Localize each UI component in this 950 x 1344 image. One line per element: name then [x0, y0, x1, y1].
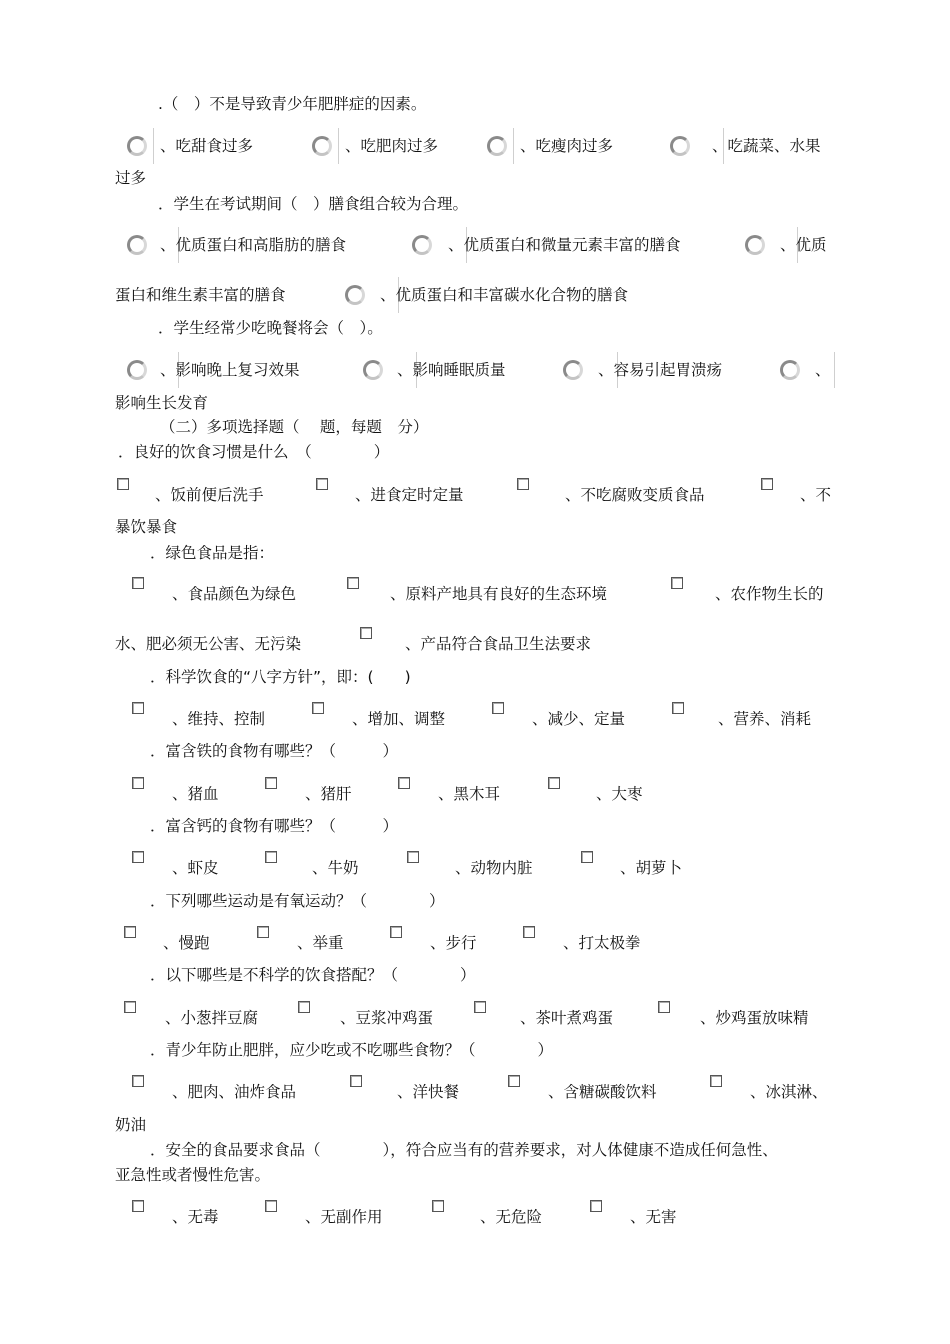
checkbox[interactable] [124, 1001, 136, 1013]
radio-button[interactable] [487, 136, 507, 156]
checkbox[interactable] [265, 851, 277, 863]
option-label: 、牛奶 [312, 859, 359, 877]
checkbox[interactable] [117, 478, 129, 490]
checkbox[interactable] [350, 1075, 362, 1087]
option-continuation: 蛋白和维生素丰富的膳食 [115, 286, 286, 304]
radio-button[interactable] [745, 235, 765, 255]
checkbox[interactable] [508, 1075, 520, 1087]
option-label: 、小葱拌豆腐 [165, 1009, 259, 1027]
checkbox[interactable] [124, 926, 136, 938]
option-label: 、影响晚上复习效果 [160, 361, 300, 379]
option-continuation: 暴饮暴食 [115, 518, 178, 536]
checkbox[interactable] [407, 851, 419, 863]
divider [338, 128, 339, 164]
checkbox[interactable] [398, 777, 410, 789]
question-stem: ．学生在考试期间（ ）膳食组合较为合理。 [158, 195, 469, 213]
option-label: 、无害 [630, 1208, 677, 1226]
checkbox[interactable] [672, 702, 684, 714]
section-heading: （二）多项选择题（ 题，每题 分） [160, 418, 429, 436]
option-label: 、胡萝卜 [620, 859, 683, 877]
checkbox[interactable] [761, 478, 773, 490]
checkbox[interactable] [492, 702, 504, 714]
option-label: 、吃肥肉过多 [345, 137, 439, 155]
question-stem: .（ ）不是导致青少年肥胖症的因素。 [158, 95, 427, 113]
option-label: 、优质蛋白和微量元素丰富的膳食 [448, 236, 681, 254]
radio-button[interactable] [363, 360, 383, 380]
option-label: 、含糖碳酸饮料 [548, 1083, 657, 1101]
checkbox[interactable] [265, 1200, 277, 1212]
option-label: 、无副作用 [305, 1208, 383, 1226]
option-label: 、猪血 [172, 785, 219, 803]
divider [834, 352, 835, 388]
option-continuation: 过多 [115, 169, 147, 187]
option-label: 、慢跑 [163, 934, 210, 952]
question-stem: ．科学饮食的“八字方针”，即：( ) [150, 668, 411, 686]
checkbox[interactable] [347, 577, 359, 589]
question-stem: ．以下哪些是不科学的饮食搭配？（ ） [150, 966, 476, 984]
option-label: 、产品符合食品卫生法要求 [405, 635, 592, 653]
checkbox[interactable] [474, 1001, 486, 1013]
divider [513, 128, 514, 164]
option-label: 、吃甜食过多 [160, 137, 254, 155]
checkbox[interactable] [132, 577, 144, 589]
radio-button[interactable] [345, 285, 365, 305]
option-label: 、冰淇淋、 [750, 1083, 828, 1101]
option-label: 、减少、定量 [532, 710, 626, 728]
checkbox[interactable] [132, 777, 144, 789]
checkbox[interactable] [298, 1001, 310, 1013]
checkbox[interactable] [390, 926, 402, 938]
checkbox[interactable] [257, 926, 269, 938]
option-label: 、豆浆冲鸡蛋 [340, 1009, 434, 1027]
option-label: 、无毒 [172, 1208, 219, 1226]
option-label: 、原料产地具有良好的生态环境 [390, 585, 608, 603]
question-stem: ．富含钙的食物有哪些？（ ） [150, 817, 399, 835]
checkbox[interactable] [523, 926, 535, 938]
checkbox[interactable] [710, 1075, 722, 1087]
radio-button[interactable] [412, 235, 432, 255]
checkbox[interactable] [671, 577, 683, 589]
question-stem: ．青少年防止肥胖，应少吃或不吃哪些食物？（ ） [150, 1041, 554, 1059]
question-stem: ．富含铁的食物有哪些？（ ） [150, 742, 399, 760]
checkbox[interactable] [590, 1200, 602, 1212]
option-label: 、不 [800, 486, 832, 504]
option-label: 、步行 [430, 934, 477, 952]
radio-button[interactable] [127, 235, 147, 255]
checkbox[interactable] [581, 851, 593, 863]
checkbox[interactable] [658, 1001, 670, 1013]
option-label: 、优质 [780, 236, 827, 254]
option-label: 、虾皮 [172, 859, 219, 877]
option-label: 、 [815, 361, 831, 379]
option-label: 、大枣 [596, 785, 643, 803]
option-label: 、饭前便后洗手 [155, 486, 264, 504]
checkbox[interactable] [316, 478, 328, 490]
option-continuation: 影响生长发育 [115, 394, 209, 412]
option-label: 、营养、消耗 [718, 710, 812, 728]
divider [153, 128, 154, 164]
checkbox[interactable] [132, 1075, 144, 1087]
checkbox[interactable] [312, 702, 324, 714]
option-label: 、举重 [297, 934, 344, 952]
option-label: 、容易引起胃溃疡 [598, 361, 723, 379]
option-label: 、优质蛋白和高脂肪的膳食 [160, 236, 347, 254]
option-label: 、进食定时定量 [355, 486, 464, 504]
option-label: 、优质蛋白和丰富碳水化合物的膳食 [380, 286, 629, 304]
option-label: 、黑木耳 [438, 785, 501, 803]
question-stem: ．良好的饮食习惯是什么 （ ） [118, 443, 390, 461]
radio-button[interactable] [670, 136, 690, 156]
option-continuation: 水、肥必须无公害、无污染 [115, 635, 302, 653]
option-label: 、洋快餐 [397, 1083, 460, 1101]
option-label: 、茶叶煮鸡蛋 [520, 1009, 614, 1027]
radio-button[interactable] [127, 136, 147, 156]
option-label: 、农作物生长的 [715, 585, 824, 603]
checkbox[interactable] [132, 851, 144, 863]
option-label: 、肥肉、油炸食品 [172, 1083, 297, 1101]
option-label: 、炒鸡蛋放味精 [700, 1009, 809, 1027]
checkbox[interactable] [132, 1200, 144, 1212]
radio-button[interactable] [312, 136, 332, 156]
option-label: 、无危险 [480, 1208, 543, 1226]
checkbox[interactable] [548, 777, 560, 789]
question-stem: ．绿色食品是指： [150, 544, 275, 562]
question-stem: ．下列哪些运动是有氧运动？（ ） [150, 892, 445, 910]
option-label: 、影响睡眠质量 [397, 361, 506, 379]
checkbox[interactable] [265, 777, 277, 789]
radio-button[interactable] [780, 360, 800, 380]
checkbox[interactable] [432, 1200, 444, 1212]
option-label: 、吃蔬菜、水果 [712, 137, 821, 155]
option-label: 、食品颜色为绿色 [172, 585, 297, 603]
question-stem-continuation: 亚急性或者慢性危害。 [115, 1166, 271, 1184]
question-stem: ．学生经常少吃晚餐将会（ ）。 [158, 319, 383, 337]
option-label: 、猪肝 [305, 785, 352, 803]
option-label: 、打太极拳 [563, 934, 641, 952]
checkbox[interactable] [360, 627, 372, 639]
option-label: 、吃瘦肉过多 [520, 137, 614, 155]
question-stem: ．安全的食品要求食品（ ），符合应当有的营养要求，对人体健康不造成任何急性、 [150, 1141, 778, 1159]
radio-button[interactable] [563, 360, 583, 380]
option-label: 、不吃腐败变质食品 [565, 486, 705, 504]
option-continuation: 奶油 [115, 1116, 147, 1134]
option-label: 、动物内脏 [455, 859, 533, 877]
option-label: 、维持、控制 [172, 710, 266, 728]
option-label: 、增加、调整 [352, 710, 446, 728]
radio-button[interactable] [127, 360, 147, 380]
checkbox[interactable] [517, 478, 529, 490]
checkbox[interactable] [132, 702, 144, 714]
